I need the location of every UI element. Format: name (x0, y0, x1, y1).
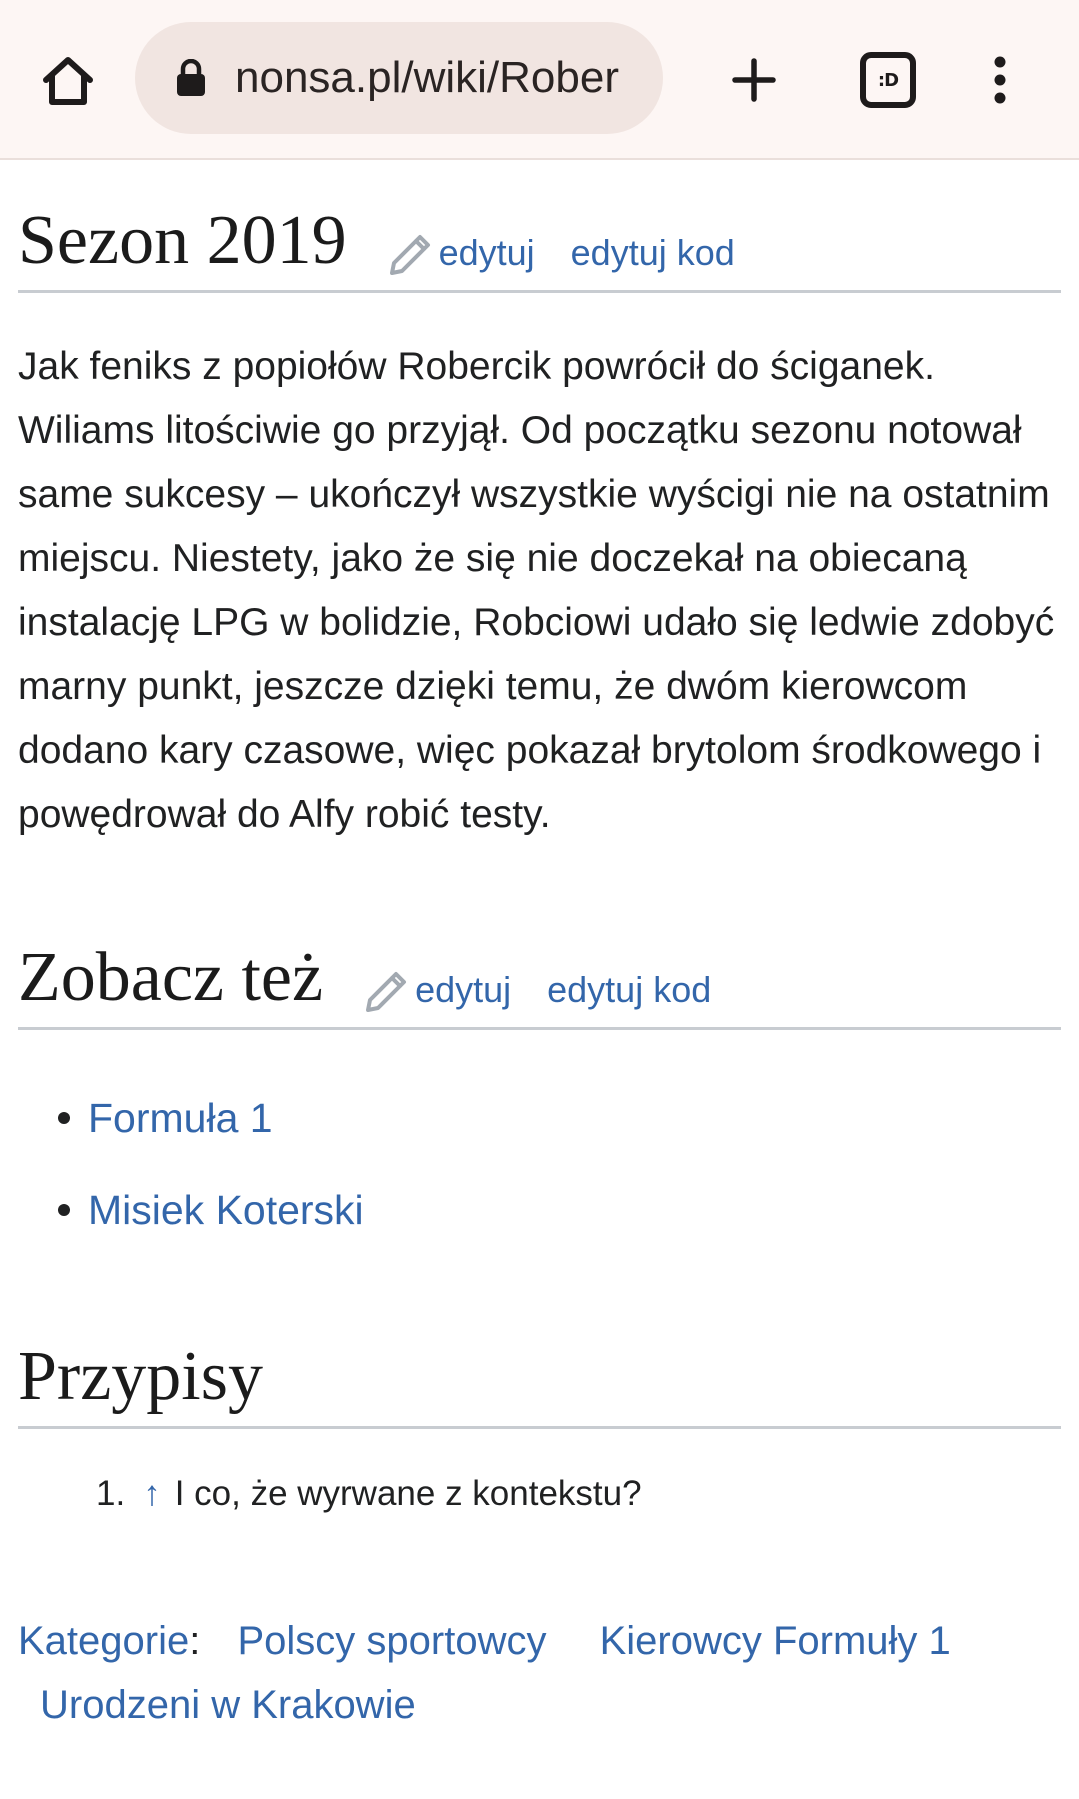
section-heading-zobacz-tez (18, 939, 1061, 1030)
pencil-icon[interactable] (361, 965, 411, 1015)
list-item (18, 1164, 1061, 1256)
reference-text: I co, że wyrwane z kontekstu? (174, 1474, 642, 1513)
edit-links (361, 965, 711, 1027)
category-link[interactable]: Polscy sportowcy (237, 1619, 547, 1663)
tab-count: :D (877, 69, 899, 91)
section-title: Przypisy (18, 1338, 263, 1415)
link-misiek-koterski[interactable]: Misiek Koterski (88, 1187, 364, 1233)
tab-switcher-icon (860, 52, 916, 108)
section-title: Zobacz też (18, 939, 324, 1016)
menu-button[interactable] (958, 38, 1042, 122)
category-link[interactable]: Urodzeni w Krakowie (40, 1683, 416, 1727)
article-content (18, 160, 1061, 1737)
more-vert-icon (992, 56, 1008, 104)
home-icon (42, 56, 94, 106)
address-bar[interactable] (135, 22, 663, 134)
categories-label[interactable]: Kategorie (18, 1619, 190, 1663)
reference-number: 1. (96, 1474, 126, 1513)
section-heading-przypisy (18, 1338, 1061, 1429)
edit-code-link[interactable]: edytuj kod (547, 969, 712, 1010)
plus-icon (732, 58, 776, 102)
edit-code-link[interactable]: edytuj kod (570, 232, 735, 273)
section-heading-sezon-2019 (18, 202, 1061, 293)
bullet-icon (58, 1112, 70, 1124)
bullet-icon (58, 1204, 70, 1216)
edit-link[interactable]: edytuj (438, 232, 535, 273)
browser-toolbar (0, 0, 1079, 160)
categories-bar (18, 1609, 1061, 1737)
categories-separator: : (189, 1619, 201, 1663)
category-link[interactable]: Kierowcy Formuły 1 (599, 1619, 951, 1663)
lock-icon (173, 56, 209, 100)
pencil-icon[interactable] (385, 228, 435, 278)
home-button[interactable] (30, 43, 106, 119)
see-also-list (18, 1072, 1061, 1256)
new-tab-button[interactable] (712, 38, 796, 122)
up-arrow-icon[interactable]: ↑ (143, 1474, 161, 1513)
edit-link[interactable]: edytuj (415, 969, 512, 1010)
edit-links (385, 228, 735, 290)
section-title: Sezon 2019 (18, 202, 347, 279)
tab-switcher-button[interactable] (846, 38, 930, 122)
reference-item (18, 1469, 1061, 1519)
list-item (18, 1072, 1061, 1164)
link-formula-1[interactable]: Formuła 1 (88, 1095, 273, 1141)
section-paragraph: Jak feniks z popiołów Robercik powrócił do ściganek. Wiliams litościwie go przyjął. Od początku sezonu notował same sukcesy – ukończył wszystkie wyścigi nie na ostatnim miejscu. Niestety, jako że się nie doczekał na obiecaną instalację LPG w bolidzie, Robciowi udało się ledwie zdobyć marny punkt, jeszcze dzięki temu, że dwóm kierowcom dodano kary czasowe, więc pokazał brytolom środkowego i powędrował do Alfy robić testy. (18, 345, 1055, 836)
url-text: nonsa.pl/wiki/Rober (235, 53, 619, 102)
